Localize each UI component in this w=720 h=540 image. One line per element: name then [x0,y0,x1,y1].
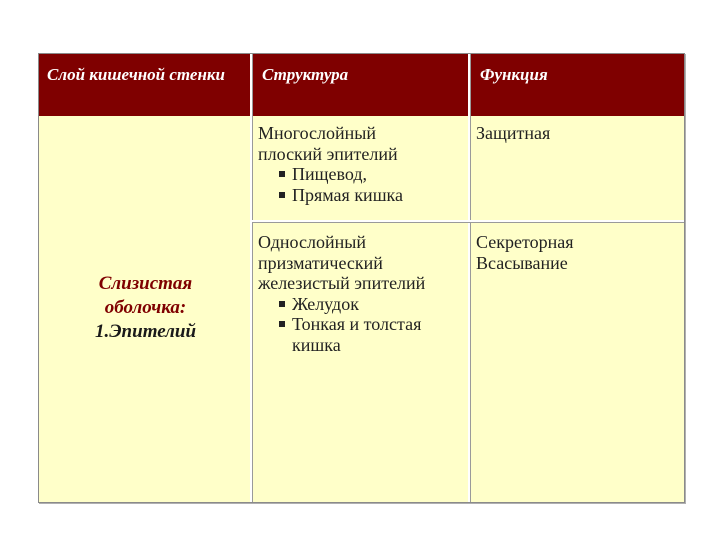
column-divider [468,54,470,502]
header-layer: Слой кишечной стенки [47,65,225,84]
layer-name-cell [39,272,252,344]
list-item: Тонкая и толстая кишка [258,314,432,355]
table-header-row [39,54,684,116]
list-item: Желудок [258,294,466,315]
structure-line: Однослойный [258,232,366,252]
structure-line: призматический [258,252,383,273]
structure-cell [258,232,466,355]
layer-subitem: 1.Эпителий [94,321,197,342]
structure-cell [258,123,466,205]
layer-name-line: Слизистая [98,273,193,294]
function-cell [476,123,680,144]
function-line: Защитная [476,123,551,143]
header-function: Функция [480,65,548,84]
function-cell [476,232,680,273]
example-list [258,164,466,205]
structure-line: плоский эпителий [258,143,398,164]
structure-line: железистый эпителий [258,273,426,293]
function-line: Секреторная [476,232,574,252]
function-line: Всасывание [476,252,568,273]
epithelium-table [38,53,685,503]
example-list [258,294,466,356]
layer-name-line: оболочка: [104,297,187,318]
structure-line: Многослойный [258,123,376,143]
header-structure: Структура [262,65,349,84]
row-divider [252,220,684,222]
list-item: Прямая кишка [258,185,466,206]
list-item: Пищевод, [258,164,466,185]
